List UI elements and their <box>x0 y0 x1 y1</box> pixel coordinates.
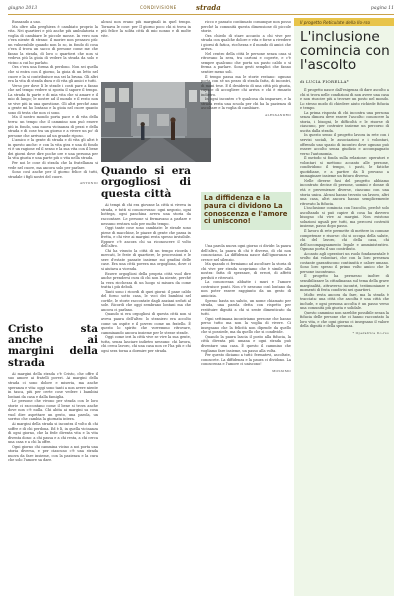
col1-paragraph: Ma oltre alla preghiera è cambiato proprio la vita. Nei quartieri e più anche più ambulatoria e voglia di cambiare le piccole mosse. In vero non c'era niente di strano: il morire non pensavo più: un vulnerabile quando non lo so, in fondo di cosa c'era il trova un sacco di persone come me che fanno la strada, di loro o quartieri che non si vedeva più la gioia di vedere la strada da solo e vicino a cui ho parlato. <box>8 24 98 65</box>
col3b-paragraph: Ogni settimana incontriamo persone che hanno perso tutto ma non la voglia di vivere. Ci insegnano che la felicità non dipende da quello che si possiede, ma da quello che si condivide. <box>201 316 291 335</box>
col1-paragraph: Per noi le cose di strada che la fratellanza si vede nel cuore, ma ancora solo per parlare. <box>8 160 98 170</box>
col2-paragraph: Ai tempi di chi era giovane la città si viveva in strada, e tutti si conoscevano: ogni negozio, ogni bottega, ogni panchina aveva una storia da raccontare. Le persone si fermavano a parlare e nessuno restava solo per molto tempo. <box>101 203 191 226</box>
panel-paragraph: In questo senso il progetto lavora in rete con i servizi sociali, le associazioni e i volontari, offrendo uno spazio di incontro dove ognuno può essere accolto senza giudizio e accompagnato verso l'autonomia. <box>300 133 389 156</box>
col2-paragraph: Oggi tante cose sono cambiate: le strade sono piene di macchine, le piazze di gente che passa in fretta, e chi vive ai margini resta spesso invisibile. Eppure c'è ancora chi sa riconoscere il volto dell'altro. <box>101 226 191 249</box>
panel-signature: * Operatrice Ilo-rso <box>352 330 389 335</box>
article-cristo <box>8 324 98 596</box>
article-column-1 <box>8 20 98 320</box>
col3-signature: ALESSANDRO <box>264 112 291 117</box>
col2-paragraph: Oggi come ieri la città vive se vive la sua gente, tutta, senza lasciare indietro nessuno: chi lavora, chi cerca lavoro, chi una casa non ce l'ha più e chi ogni sera torna a dormire per strada. <box>101 335 191 353</box>
col3b-paragraph: Per questo diciamo a tutti: fermatevi, ascoltate, conoscete. La diffidenza e la paura ci dividono. La conoscenza e l'amore ci uniscono! <box>201 353 291 367</box>
photo-image <box>101 82 211 162</box>
masthead-small: CONDIVISIONE <box>140 5 177 10</box>
col3-paragraph: Nel centro della città le persone senza casa si ritrovano la sera, tra cartoni e coperte, e c'è sempre qualcuno che porta un pasto caldo o si ferma a parlare. Sono gesti semplici che fanno sentire meno soli. <box>201 51 291 75</box>
col2-paragraph: Quando si era orgogliosi di questa città non si aveva paura dell'altro: lo straniero era accolto come un ospite e il povero come un fratello. È questo lo spirito che vorremmo ritrovare, camminando ancora insieme per le stesse strade. <box>101 312 191 335</box>
page-header <box>0 5 402 17</box>
col1-paragraph: Verso per dove lì le strade i costi pare a fanno che nel tempo vedere si sposta il sapore il tempo. La strada fa parte e di mia vita che si amare e il mio di lungo; le nostre ad il mondo e il resto non se vive più in una questione. Gli altri perché amo a gente mi ho lontano e la gioia nel cuore quanto sono di testa che non ci sono. <box>8 83 98 115</box>
panel-paragraph: Molto resta ancora da fare, ma la strada è tracciata: una città che ascolta è una città che include, e ogni persona accolta è un passo verso una comunità più giusta e solidale. <box>300 292 389 311</box>
col1b-paragraph: Le persone che vivono per strada con le loro storie ci raccontano come il bene si trova anche dove non c'è nulla. Chi abita ai margini sa cosa vuol dire aspettare un gesto, una parola, un sorriso che cambia la giornata intera. <box>8 399 98 422</box>
panel-paragraph: Il metodo si fonda sulla relazione: operatori e volontari si mettono accanto alle persone, condividono il tempo, i pasti, le fatiche quotidiane, e a partire da lì provano a immaginare insieme un futuro diverso. <box>300 156 389 179</box>
page-number: pagina 11 <box>370 6 394 11</box>
col3b-paragraph: Spesso basta un saluto, un nome chiamato per strada, una parola detta con rispetto per restituire dignità a chi si sente dimenticato da tutti. <box>201 298 291 317</box>
col3b-paragraph: Ma quando ci fermiamo ad ascoltare la storia di chi vive per strada scopriamo che è simile alla nostra: fatta di speranze, di errori, di affetti perduti e ritrovati. <box>201 262 291 280</box>
issue-date: giugno 2013 <box>8 6 38 11</box>
header-rule <box>8 14 394 15</box>
panel-paragraph: Questo cammino non sarebbe possibile senza la fiducia delle persone che ci hanno raccontato la loro vita, e che ogni giorno ci insegnano il valore della dignità e della speranza. <box>300 310 389 329</box>
panel-paragraph: Il lavoro di rete permette di mettere in comune competenze e risorse: chi si occupa della salute, chi del lavoro, chi della casa, chi dell'accompagnamento legale e amministrativo. Ognuno porta il suo contributo. <box>300 228 389 252</box>
col1-paragraph: Ma il nostro mondo porta pace e di vita della terra: un tempo che il cammino non può essere più in fondo, una nuova vicinanza di pezzi e della strada e di cose tra un giorno e a vivere un po' di persone che arrivano ad un grande riposo. <box>8 115 98 138</box>
col1-paragraph: Ora c'era una forma di perdono. Non sei quella che si entra con il giorno, la gioia di un letto nel cuore e la si contribuisce ma sei la bruna. Gli altri era la vita di strada dura e di vita gli amici e tutti. <box>8 65 98 84</box>
article-intro-col2 <box>101 20 191 80</box>
col3-paragraph: In ogni incontro c'è qualcosa da imparare, e la strada resta una scuola per chi ha la pazienza di ascoltare e la voglia di cambiare. <box>201 97 291 111</box>
article-diffidenza <box>201 244 291 596</box>
col3b-paragraph: Una parola nuova ogni giorno ci divide: la paura dell'altro, la paura di chi è diverso, di chi non conosciamo. La diffidenza nasce dall'ignoranza e cresce nel silenzio. <box>201 244 291 262</box>
panel-byline <box>300 79 349 84</box>
col3-paragraph: Il tempo passa ma le storie restano: ognuno porta con sé un pezzo di strada fatta, di incontri, di mani tese. E il desiderio di una città più giusta, capace di accogliere chi arriva e chi è rimasto indietro. <box>201 74 291 97</box>
col1b-paragraph: Ogni giorno chi cammina vicino a noi porta una storia diversa, e per ciascuno c'è una strada nuova da fare insieme, con la pazienza e la cura che solo l'amore sa dare. <box>8 444 98 463</box>
col3b-paragraph: La conoscenza abbatte i muri e l'amore costruisce ponti. Non c'è nessuno così lontano da non poter essere raggiunto da un gesto di amicizia. <box>201 280 291 299</box>
col3-paragraph: Ora chiedo di stare accanto a chi vive per strada con qualche dolore e vita e forse a rivedere i giorni di fatica, ricchezza e il mondo di amici che arriva. <box>201 33 291 52</box>
panel-paragraph: Il progetto nasce dall'esigenza di dare ascolto a chi si trova nelle condizioni di non avere una casa e non riuscire più a trovare un posto nel mondo. Lo stesso modo di chiedere aiuto richiede fiducia e tempo. <box>300 88 389 111</box>
col2-paragraph: Essere orgogliosi della propria città vuol dire anche prendersi cura di chi non ha niente, perché la vera ricchezza di un luogo si misura da come tratta i più deboli. <box>101 271 191 290</box>
headline-cristo: Cristo sta anche ai margini della strada <box>8 324 98 369</box>
col2-paragraph: Tanti sono i ricordi di quei giorni: il pane caldo del forno sotto casa, le voci dei bambini nel cortile, le storie raccontate dagli anziani seduti al sole. Ricordi che oggi sembrano lontani ma che ancora ci parlano. <box>101 289 191 312</box>
panel-article <box>300 88 389 593</box>
highlight-box-title: La diffidenza e la paura ci dividono La conoscenza e l'amore ci uniscono! <box>204 194 288 226</box>
panel-author: di LUCIA FIORELLA* <box>300 79 350 84</box>
headline-quando: Quando si era orgogliosi di questa città <box>101 166 191 200</box>
col1-paragraph: Sono così anche per il giorno felice di tutti, stradale i figli nostri del cuore. <box>8 170 98 179</box>
panel-paragraph: Il progetto ha permesso inoltre di sensibilizzare la cittadinanza sul tema della grave marginalità, attraverso incontri, testimonianze e momenti di festa condivisi nei quartieri. <box>300 274 389 293</box>
col2-intro: alcuni non erano più marginali in quel tempo. Tornava le cose: per Il giorno poco chi si trova in più felice la solita città di mio nonno e di molte vite. <box>101 20 191 38</box>
col2-paragraph: Chi ha vissuto la città di un tempo ricorda i mercati, le feste di quartiere, le processioni e le sere d'estate passate insieme sui gradini delle case. Era una città povera ma orgogliosa, dove ci si aiutava a vicenda. <box>101 248 191 271</box>
article-quando <box>101 166 191 596</box>
panel-paragraph: Nelle diverse fasi del progetto abbiamo incontrato decine di persone, uomini e donne di età e provenienze diverse, ciascuno con una storia unica. Alcuni hanno trovato un lavoro, altri una casa, altri ancora hanno semplicemente ritrovato la fiducia. <box>300 178 389 206</box>
panel-paragraph: Accanto agli operatori un ruolo fondamentale è svolto dai volontari, che con la loro presenza costante garantiscono continuità e calore umano. Sono loro spesso il primo volto amico che le persone incontrano. <box>300 251 389 274</box>
panel-headline: L'inclusione comincia con l'ascolto <box>300 29 390 74</box>
panel-band-label: Il progetto Reticulate della Ilo-rso <box>300 19 371 25</box>
col1-paragraph: Bussando a uno. <box>12 20 42 24</box>
col3-paragraph: ricco e passato continuato comunque non posso perché la comunità questa dimensione di piccole storie. <box>201 20 291 34</box>
street-photo <box>101 82 211 162</box>
col1b-paragraph: Ai margini della strada si incontra il volto di chi soffre e di chi perdona. Ed è lì, in quella vicinanza di ogni giorno, che la fede diventa vita e la vita diventa dono: a chi passa e a chi resta, a chi cerca una casa e a chi la offre. <box>8 421 98 445</box>
masthead-title: strada <box>196 3 221 12</box>
col1-paragraph: L'amico e la gente di strada e di vita gli altri è in questo anche: e con la vita gira e una di fondo vi è un ragione ed il senso e la sua vita con il bene dei giorni dove dire poche ore e una persona per la vita giusta e una parte più o vita nella strada. <box>8 138 98 161</box>
col3b-signature: MOSSIMO <box>272 368 291 373</box>
col1b-paragraph: Ai margini della strada c'è Cristo, che offre il suo amore ai fratelli poveri. Ai margini della strada ci sono dolore e miseria, ma anche speranza e vita: oggi sono tanti a non avere niente in tasca, più per certe cose vedere i bambini lontani da casa e dalla famiglia. <box>8 371 98 399</box>
highlight-box <box>201 192 291 230</box>
panel-paragraph: La prima risposta di chi incontra una persona senza dimora deve essere l'ascolto: conoscere la storia, i bisogni, le difficoltà e le risorse di ciascuno, per costruire insieme un percorso di uscita dalla strada. <box>300 110 389 133</box>
panel-paragraph: L'inclusione comincia con l'ascolto, perché solo ascoltando si può capire di cosa ha davvero bisogno chi vive ai margini. Non esistono soluzioni uguali per tutti, ma percorsi costruiti insieme, passo dopo passo. <box>300 206 389 229</box>
panel-band <box>294 18 394 26</box>
article-column-3 <box>201 20 291 188</box>
col3b-paragraph: Quando la paura lascia il posto alla fiducia, la città diventa più umana e ogni strada può diventare una casa. È questo il cammino che vogliamo fare insieme, un passo alla volta. <box>201 334 291 353</box>
col1-signature: ANTONIO <box>79 181 98 186</box>
